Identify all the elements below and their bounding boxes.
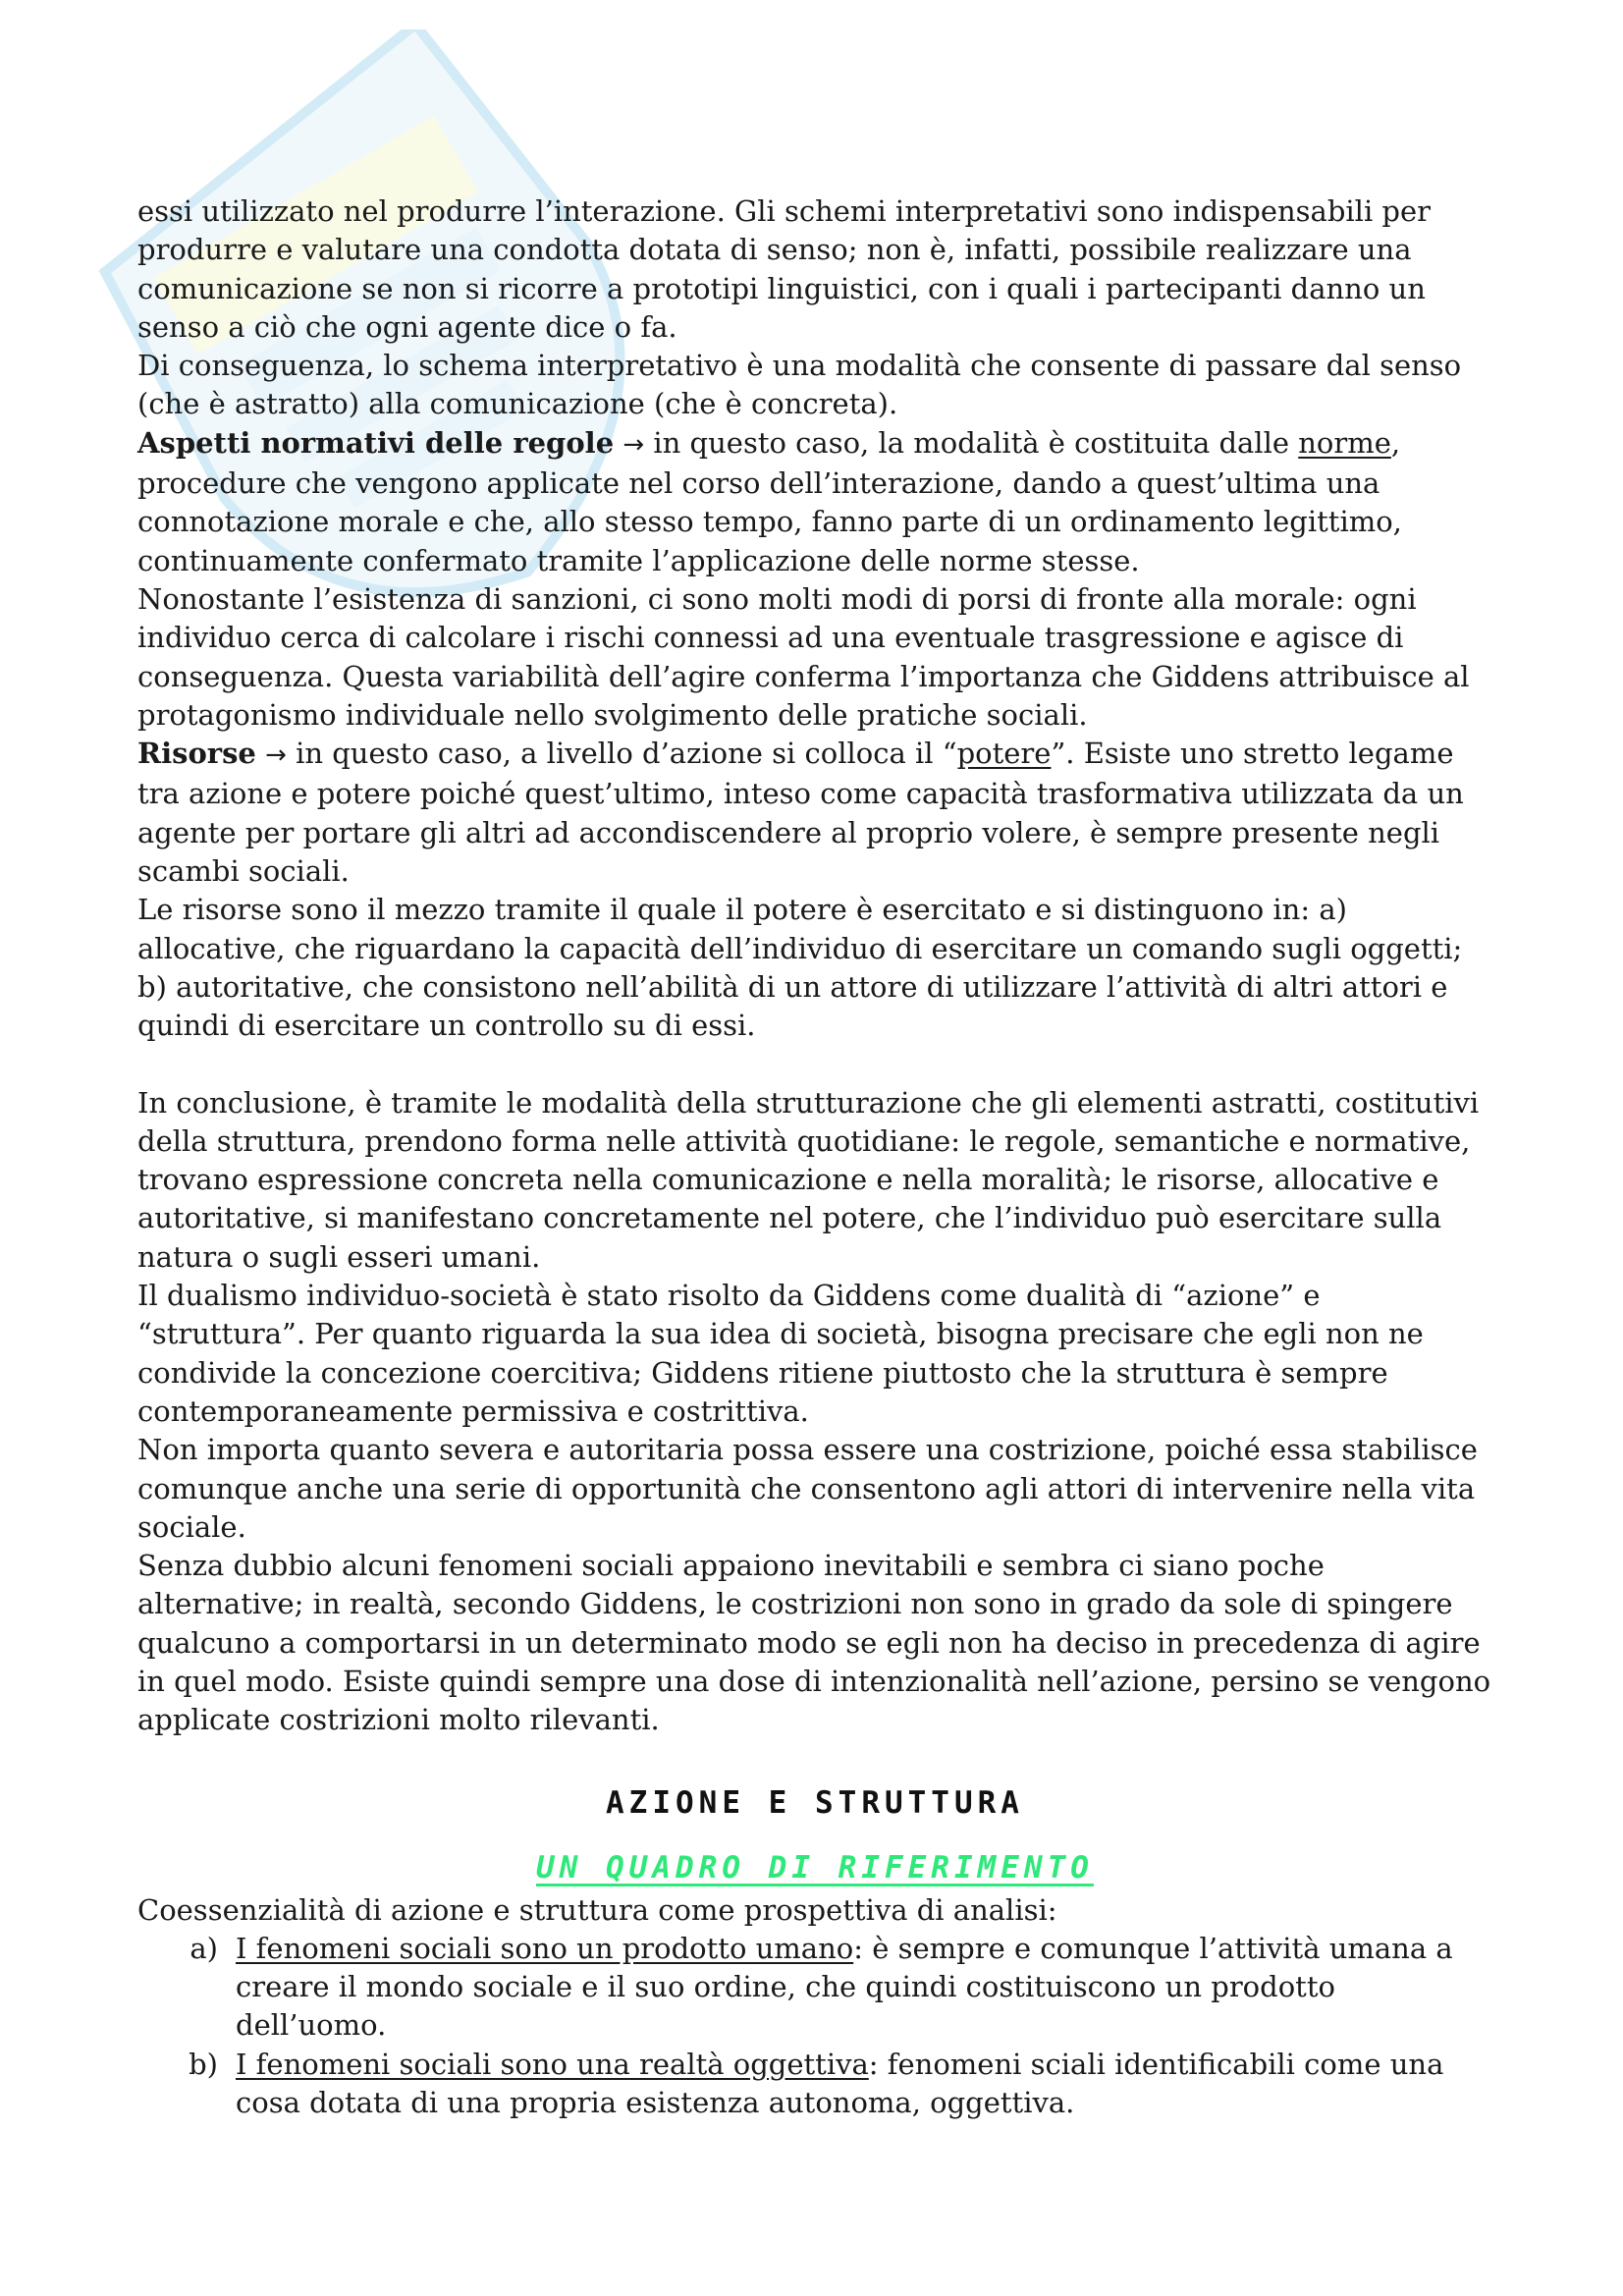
paragraph-sanctions: Nonostante l’esistenza di sanzioni, ci sono molti modi di porsi di fronte alla morale: ogni individuo cerca di calcolare i rischi connessi ad una eventuale trasgressione e agisce di conseguenza. Questa variabilità dell’agire conferma l’importanza che Giddens attribuisce al protagonismo individuale nello svolgimento delle pratiche sociali. [137, 581, 1470, 732]
section-subtitle: UN QUADRO DI RIFERIMENTO [536, 1849, 1094, 1886]
paragraph-authoritative: b) autoritative, che consistono nell’abilità di un attore di utilizzare l’attività di altri attori e quindi di esercitare un controllo su di essi. [137, 969, 1448, 1043]
term-norme: norme [1298, 425, 1391, 460]
framework-list [137, 1930, 1492, 2122]
arrow-right-icon: → [622, 429, 645, 460]
list-item-text: : è sempre e comunque l’attività umana a creare il mondo sociale e il suo ordine, che quindi costituiscono un prodotto dell’uomo. [236, 1931, 1453, 2043]
paragraph-interpretive-schemes: essi utilizzato nel produrre l’interazione. Gli schemi interpretativi sono indispensabili per produrre e valutare una condotta dotata di senso; non è, infatti, possibile realizzare una comunicazione se non si ricorre a prototipi linguistici, con i quali i partecipanti danno un senso a ciò che ogni agente dice o fa. [137, 194, 1432, 344]
paragraph-intentionality: Senza dubbio alcuni fenomeni sociali appaiono inevitabili e sembra ci siano poche alternative; in realtà, secondo Giddens, le costrizioni non sono in grado da sole di spingere qualcuno a comportarsi in un determinato modo se egli non ha deciso in precedenza di agire in quel modo. Esiste quindi sempre una dose di intenzionalità nell’azione, persino se vengono applicate costrizioni molto rilevanti. [137, 1549, 1491, 1737]
term-potere: potere [956, 737, 1052, 771]
list-marker: a) [189, 1931, 218, 1965]
paragraph-spacer [137, 1046, 1492, 1084]
paragraph-resources: Risorse → in questo caso, a livello d’azione si colloca il “potere”. Esiste uno stretto legame tra azione e potere poiché quest’ultimo, inteso come capacità trasformativa utilizzata da un agente per portare gli altri ad accondiscendere al proprio volere, è sempre presente negli scambi sociali. [137, 737, 1464, 889]
list-marker: b) [189, 2047, 218, 2081]
list-item [137, 2046, 1492, 2123]
list-intro: Coessenzialità di azione e struttura come prospettiva di analisi: [137, 1892, 1057, 1927]
section-title: AZIONE E STRUTTURA [606, 1784, 1024, 1821]
list-item [137, 1930, 1492, 2046]
arrow-right-icon: → [265, 740, 287, 771]
document-body [137, 192, 1492, 2122]
paragraph-normative-aspects: Aspetti normativi delle regole → in questo caso, la modalità è costituita dalle norme, procedure che vengono applicate nel corso dell’interazione, dando a quest’ultima una connotazione morale e che, allo stesso tempo, fanno parte di un ordinamento legittimo, continuamente confermato tramite l’applicazione delle norme stesse. [137, 425, 1402, 577]
paragraph-consequence: Di conseguenza, lo schema interpretativo è una modalità che consente di passare dal senso (che è astratto) alla comunicazione (che è concreta). [137, 349, 1462, 421]
paragraph-constraint: Non importa quanto severa e autoritaria possa essere una costrizione, poiché essa stabilisce comunque anche una serie di opportunità che consentono agli attori di intervenire nella vita sociale. [137, 1433, 1478, 1544]
list-item-term: I fenomeni sociali sono un prodotto umano [236, 1931, 854, 1965]
list-item-term: I fenomeni sociali sono una realtà oggettiva [236, 2047, 869, 2081]
paragraph-resource-types: Le risorse sono il mezzo tramite il quale il potere è esercitato e si distinguono in: a) allocative, che riguardano la capacità dell’individuo di esercitare un comando sugli oggetti; [137, 893, 1463, 965]
term-normative-aspects: Aspetti normativi delle regole [137, 425, 615, 460]
paragraph-conclusion: In conclusione, è tramite le modalità della strutturazione che gli elementi astratti, costitutivi della struttura, prendono forma nelle attività quotidiane: le regole, semantiche e normative, trovano espressione concreta nella comunicazione e nella moralità; le risorse, allocative e autoritative, si manifestano concretamente nel potere, che l’individuo può esercitare sulla natura o sugli esseri umani. [137, 1085, 1480, 1274]
list-item-text: : fenomeni sciali identificabili come una cosa dotata di una propria esistenza autonoma, oggettiva. [236, 2047, 1444, 2120]
term-resources: Risorse [137, 737, 256, 771]
paragraph-dualism: Il dualismo individuo-società è stato risolto da Giddens come dualità di “azione” e “struttura”. Per quanto riguarda la sua idea di società, bisogna precisare che egli non ne condivide la concezione coercitiva; Giddens ritiene piuttosto che la struttura è sempre contemporaneamente permissiva e costrittiva. [137, 1279, 1424, 1428]
